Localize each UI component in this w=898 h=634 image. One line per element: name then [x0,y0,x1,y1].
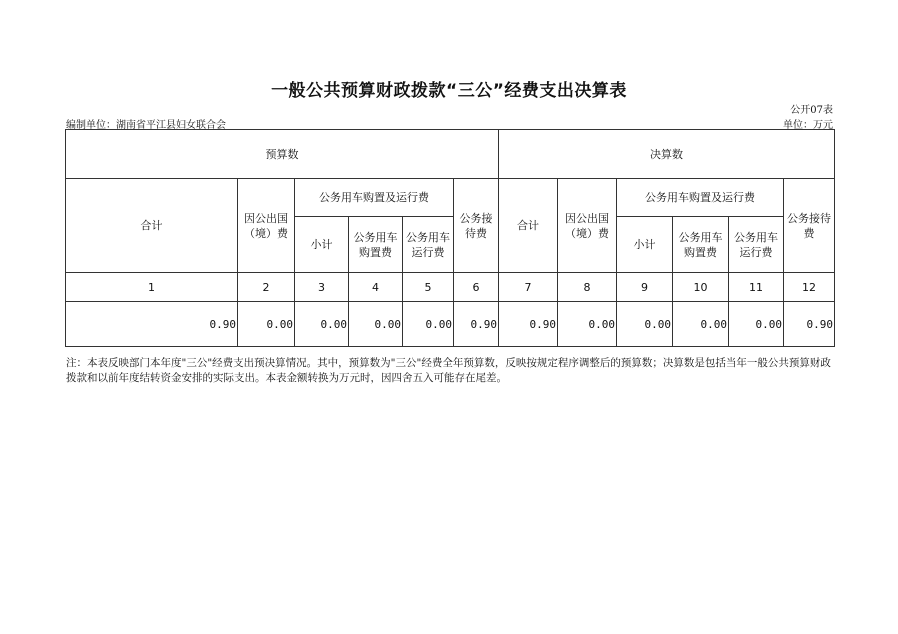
final-vehicle-group-header: 公务用车购置及运行费 [617,179,784,217]
budget-vehicle-group-header: 公务用车购置及运行费 [295,179,454,217]
table-row [66,302,835,347]
budget-vehicle-operation-value: 0.00 [403,302,454,347]
column-number: 10 [673,273,729,302]
final-reception-header: 公务接待费 [784,179,835,273]
budget-abroad-value: 0.00 [238,302,295,347]
final-vehicle-operation-header: 公务用车运行费 [729,217,784,273]
budget-group-header: 预算数 [66,130,499,179]
column-number: 11 [729,273,784,302]
column-number: 1 [66,273,238,302]
column-number: 4 [349,273,403,302]
final-subtotal-header: 小计 [617,217,673,273]
final-subtotal-value: 0.00 [617,302,673,347]
budget-vehicle-operation-header: 公务用车运行费 [403,217,454,273]
final-total-header: 合计 [499,179,558,273]
expenditure-table [65,129,835,347]
budget-reception-header: 公务接待费 [454,179,499,273]
budget-abroad-header: 因公出国（境）费 [238,179,295,273]
column-number: 6 [454,273,499,302]
budget-subtotal-header: 小计 [295,217,349,273]
budget-vehicle-purchase-value: 0.00 [349,302,403,347]
column-number: 7 [499,273,558,302]
column-number: 12 [784,273,835,302]
unit-label: 单位：万元 [783,120,833,131]
column-number: 8 [558,273,617,302]
column-number: 2 [238,273,295,302]
budget-vehicle-purchase-header: 公务用车购置费 [349,217,403,273]
footnote: 注：本表反映部门本年度"三公"经费支出预决算情况。其中，预算数为"三公"经费全年预算数，反映按规定程序调整后的预算数；决算数是包括当年一般公共预算财政拨款和以前年度结转资金安排的实际支出。本表金额转换为万元时，因四舍五入可能存在尾差。 [66,357,831,384]
budget-total-header: 合计 [66,179,238,273]
final-vehicle-operation-value: 0.00 [729,302,784,347]
final-vehicle-purchase-value: 0.00 [673,302,729,347]
final-reception-value: 0.90 [784,302,835,347]
column-number: 9 [617,273,673,302]
column-number-row [66,273,835,302]
form-code: 公开07表 [790,105,833,116]
budget-subtotal-value: 0.00 [295,302,349,347]
budget-total-value: 0.90 [66,302,238,347]
report-title: 一般公共预算财政拨款“三公”经费支出决算表 [271,81,627,101]
column-number: 5 [403,273,454,302]
final-group-header: 决算数 [499,130,835,179]
organization-label: 编制单位：湖南省平江县妇女联合会 [66,120,226,131]
final-abroad-header: 因公出国（境）费 [558,179,617,273]
final-abroad-value: 0.00 [558,302,617,347]
column-number: 3 [295,273,349,302]
final-vehicle-purchase-header: 公务用车购置费 [673,217,729,273]
budget-reception-value: 0.90 [454,302,499,347]
final-total-value: 0.90 [499,302,558,347]
